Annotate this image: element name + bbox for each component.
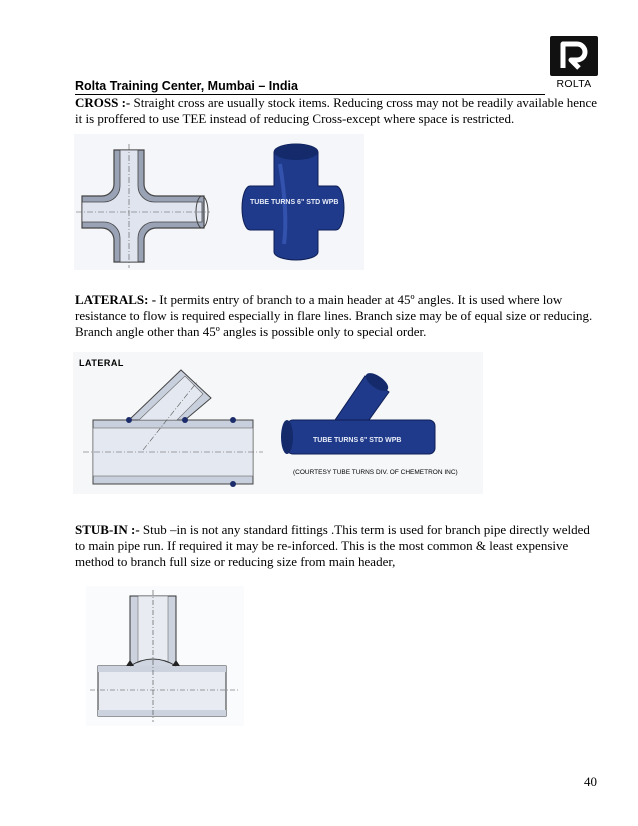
laterals-term: LATERALS: - <box>75 292 157 307</box>
cross-figure <box>74 134 364 270</box>
lateral-caption: (COURTESY TUBE TURNS DIV. OF CHEMETRON INC) <box>293 469 458 476</box>
logo-text: ROLTA <box>556 78 592 90</box>
cross-pipe-marking: TUBE TURNS 6" STD WPB <box>250 199 339 206</box>
cross-term: CROSS :- <box>75 95 131 110</box>
lateral-figure <box>73 352 483 494</box>
page-number: 40 <box>584 774 597 789</box>
stub-in-text: Stub –in is not any standard fittings .This term is used for branch pipe directly welded to main pipe run. If required it may be re-inforced. This is the most common & least expensive method to branch full size or reducing size from main header, <box>75 522 590 569</box>
cross-paragraph <box>75 95 603 127</box>
header-title: Rolta Training Center, Mumbai – India <box>75 79 545 95</box>
stub-in-paragraph <box>75 522 603 570</box>
laterals-paragraph <box>75 292 603 340</box>
stub-in-term: STUB-IN :- <box>75 522 140 537</box>
lateral-pipe-marking: TUBE TURNS 6" STD WPB <box>313 437 402 444</box>
lateral-label: LATERAL <box>79 358 124 368</box>
stub-in-figure <box>86 586 244 726</box>
cross-text: Straight cross are usually stock items. Reducing cross may not be readily available hence it is proffered to use TEE instead of reducing Cross-except where space is restricted. <box>75 95 598 126</box>
laterals-text: It permits entry of branch to a main header at 45º angles. It is used where low resistance to flow is required especially in flare lines. Branch size may be of equal size or reducing. Branch angle other than 45º angles is possible only to special order. <box>75 292 593 339</box>
